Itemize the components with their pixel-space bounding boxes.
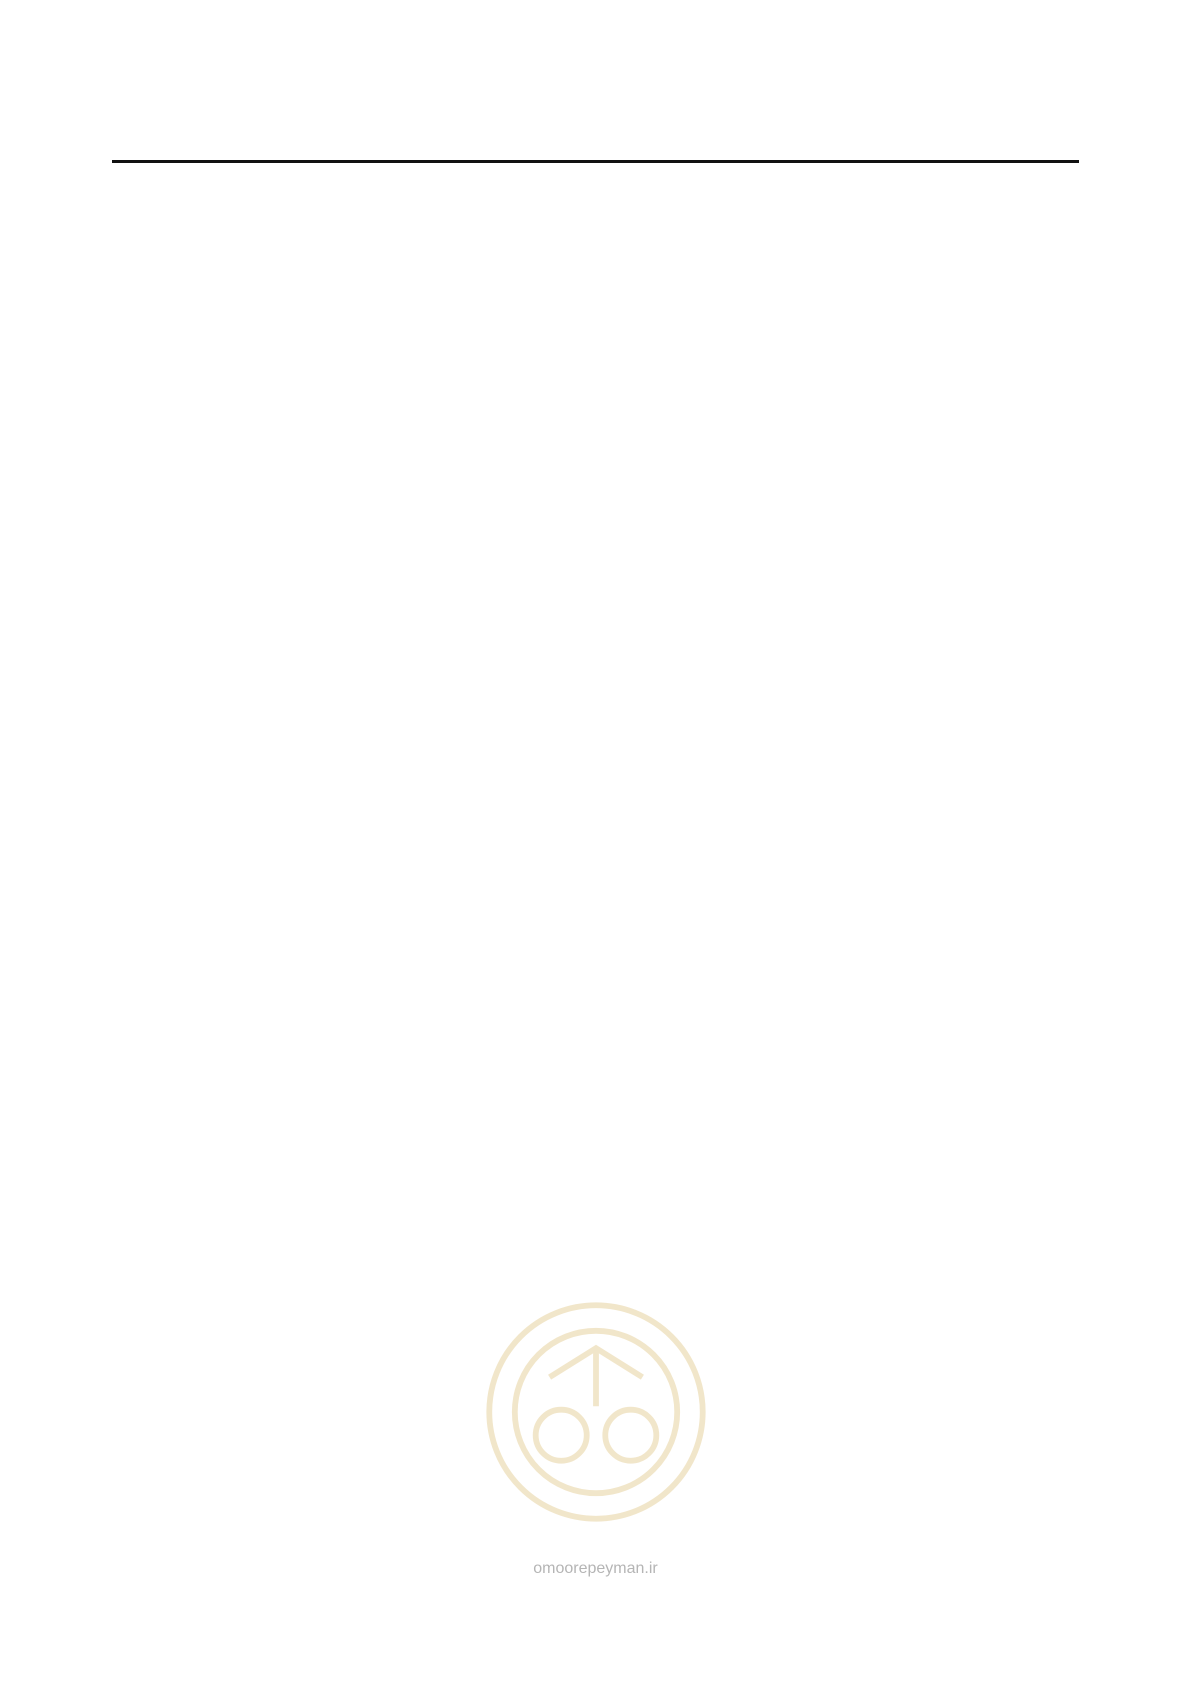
text-line	[112, 254, 1079, 290]
paragraph	[112, 924, 1079, 1032]
text-line	[112, 798, 1079, 834]
text-line	[112, 870, 1079, 906]
text-line	[112, 690, 1079, 726]
text-line	[112, 290, 1079, 326]
text-line	[112, 452, 1079, 488]
text-line	[112, 924, 1079, 960]
seal-watermark	[480, 1296, 712, 1528]
paragraph	[112, 690, 1079, 906]
header-rule	[112, 160, 1079, 163]
text-line	[112, 380, 1079, 416]
text-line	[112, 218, 1079, 254]
watermark-url: omoorepeyman.ir	[533, 1560, 658, 1577]
text-line	[112, 636, 1079, 672]
text-line	[112, 996, 1079, 1032]
text-line	[112, 600, 1079, 636]
page-header	[112, 126, 1079, 148]
paragraph	[112, 218, 1079, 362]
text-line	[112, 726, 1079, 762]
text-line	[112, 416, 1079, 452]
text-line	[112, 560, 1079, 596]
text-line	[112, 326, 1079, 362]
paragraph	[112, 380, 1079, 596]
text-line	[112, 960, 1079, 996]
text-line	[112, 834, 1079, 870]
text-line	[112, 524, 1079, 560]
text-line	[112, 762, 1079, 798]
paragraph	[112, 600, 1079, 672]
text-line	[112, 488, 1079, 524]
